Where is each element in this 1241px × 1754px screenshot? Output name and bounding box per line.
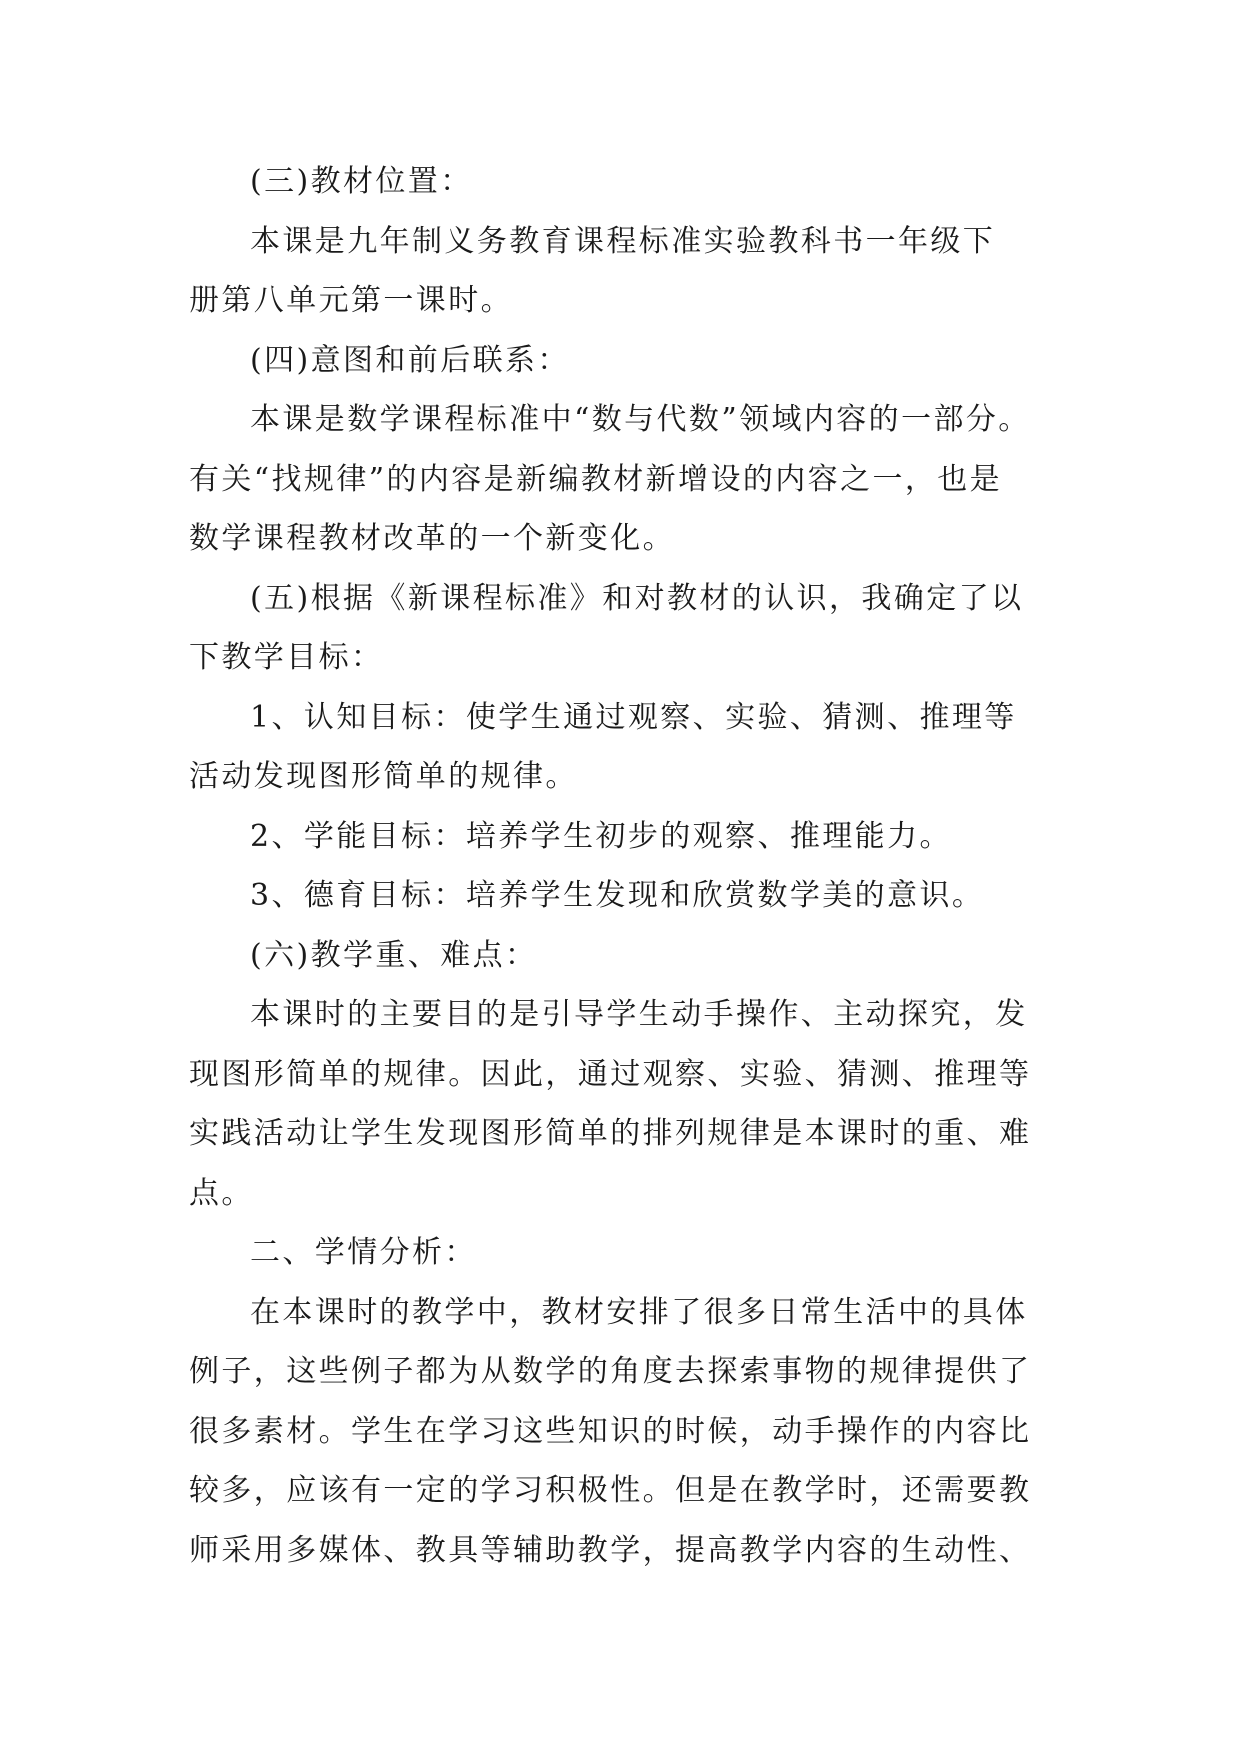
text-line: (五)根据《新课程标准》和对教材的认识，我确定了以 bbox=[250, 580, 1024, 616]
text-line: 数学课程教材改革的一个新变化。 bbox=[189, 521, 675, 556]
text-line: 例子，这些例子都为从数学的角度去探索事物的规律提供了 bbox=[189, 1354, 1032, 1389]
text-line: 3、德育目标：培养学生发现和欣赏数学美的意识。 bbox=[250, 878, 985, 913]
heading-key-difficult-points bbox=[189, 926, 1051, 986]
goal-ability bbox=[189, 807, 1051, 867]
heading-student-analysis bbox=[189, 1223, 1051, 1283]
text-line: 现图形简单的规律。因此，通过观察、实验、猜测、推理等 bbox=[189, 1056, 1032, 1092]
text-line: 册第八单元第一课时。 bbox=[189, 283, 513, 318]
paragraph-student-analysis bbox=[189, 1283, 1051, 1581]
text-line: 二、学情分析： bbox=[250, 1235, 477, 1270]
heading-teaching-goals bbox=[189, 569, 1051, 688]
paragraph-key-difficult-points bbox=[189, 985, 1051, 1223]
text-line: 有关“找规律”的内容是新编教材新增设的内容之一，也是 bbox=[189, 461, 1003, 497]
paragraph-intent-connections bbox=[189, 390, 1051, 569]
text-line: (三)教材位置： bbox=[250, 164, 473, 199]
heading-textbook-position bbox=[189, 152, 1051, 212]
text-line: 本课时的主要目的是引导学生动手操作、主动探究，发 bbox=[250, 997, 1028, 1032]
text-line: 实践活动让学生发现图形简单的排列规律是本课时的重、难 bbox=[189, 1116, 1032, 1151]
text-line: 在本课时的教学中，教材安排了很多日常生活中的具体 bbox=[250, 1294, 1028, 1330]
heading-intent-connections bbox=[189, 331, 1051, 391]
goal-moral bbox=[189, 866, 1051, 926]
text-line: 本课是九年制义务教育课程标准实验教科书一年级下 bbox=[250, 223, 996, 259]
paragraph-textbook-position bbox=[189, 212, 1051, 331]
text-line: 活动发现图形简单的规律。 bbox=[189, 759, 578, 794]
text-line: 2、学能目标：培养学生初步的观察、推理能力。 bbox=[250, 818, 952, 854]
text-line: 点。 bbox=[189, 1175, 254, 1211]
text-line: (四)意图和前后联系： bbox=[250, 342, 570, 378]
text-line: (六)教学重、难点： bbox=[250, 937, 538, 973]
goal-cognitive bbox=[189, 688, 1051, 807]
document-page bbox=[189, 152, 1051, 1580]
text-line: 较多，应该有一定的学习积极性。但是在教学时，还需要教 bbox=[189, 1473, 1032, 1508]
text-line: 本课是数学课程标准中“数与代数”领域内容的一部分。 bbox=[250, 402, 1031, 437]
text-line: 师采用多媒体、教具等辅助教学，提高教学内容的生动性、 bbox=[189, 1532, 1032, 1568]
text-line: 1、认知目标：使学生通过观察、实验、猜测、推理等 bbox=[250, 699, 1017, 735]
text-line: 下教学目标： bbox=[189, 640, 384, 675]
text-line: 很多素材。学生在学习这些知识的时候，动手操作的内容比 bbox=[189, 1413, 1032, 1449]
